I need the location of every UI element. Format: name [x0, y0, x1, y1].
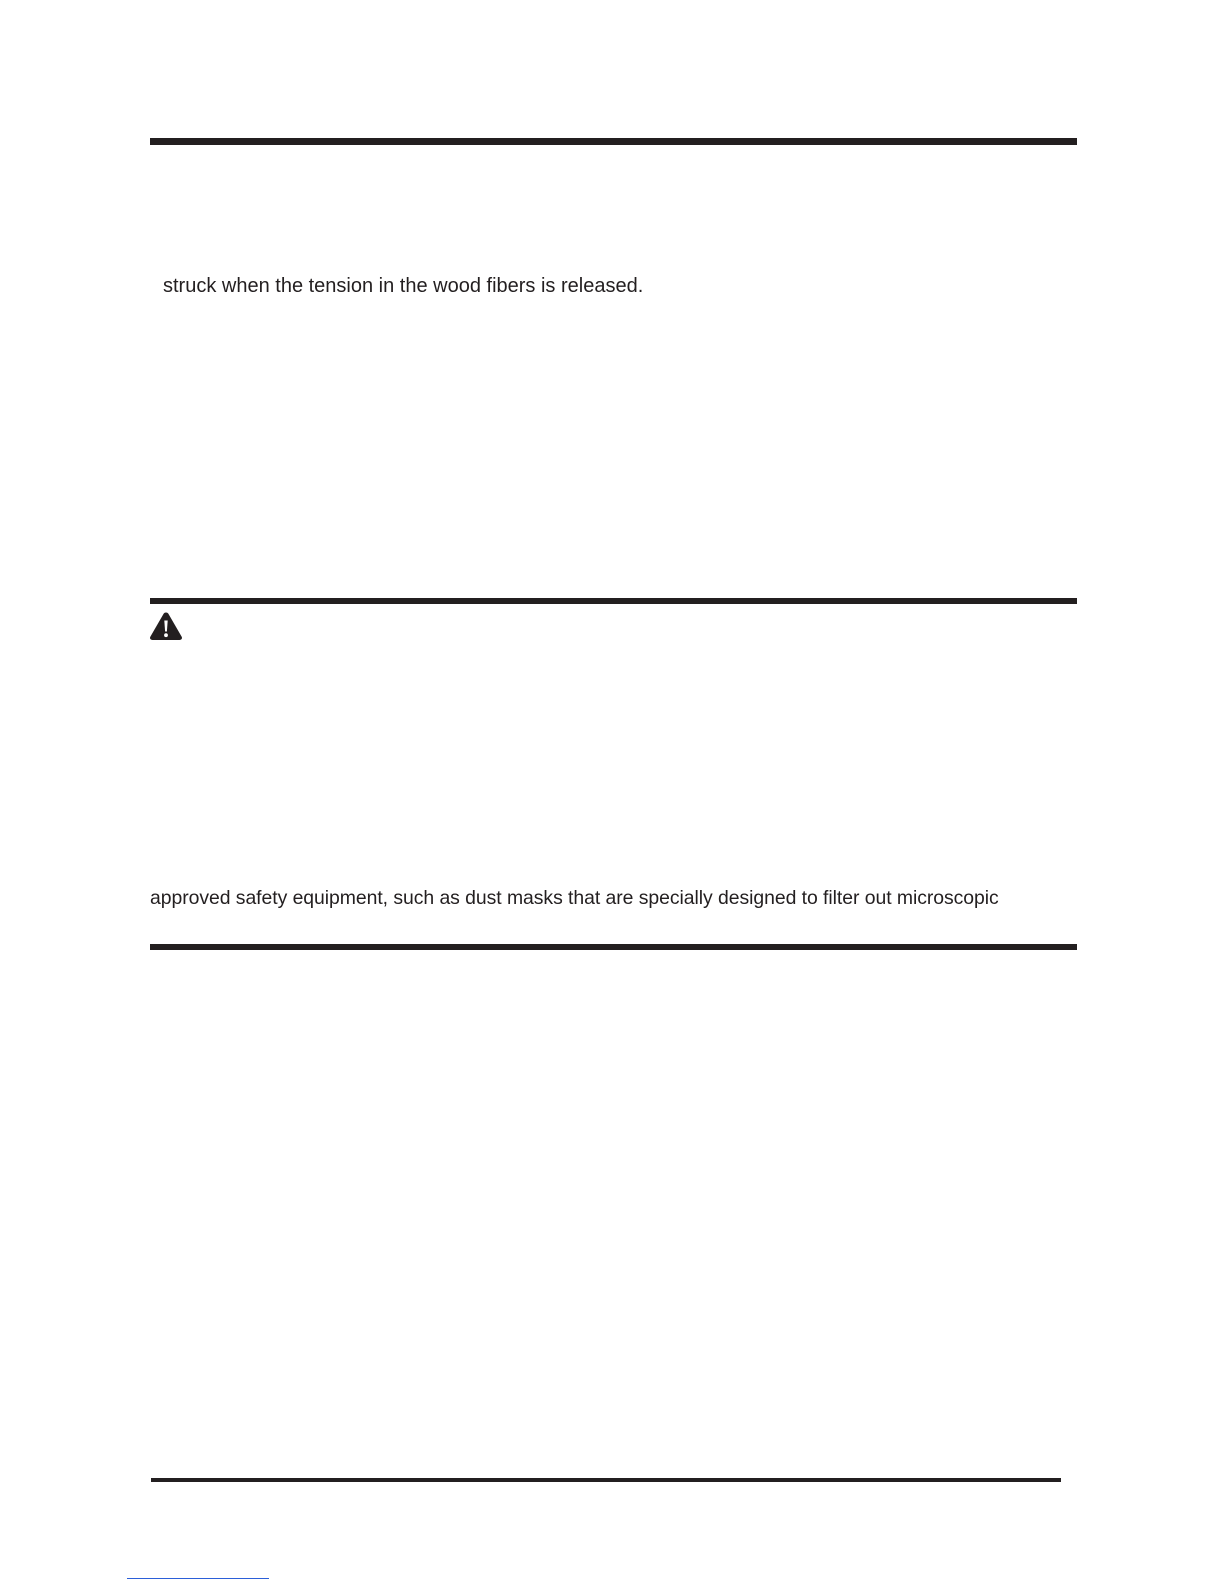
- body-text-line: struck when the tension in the wood fibers is released.: [163, 275, 644, 297]
- top-rule: [150, 138, 1077, 145]
- link-underline[interactable]: [127, 1578, 269, 1579]
- footer-rule: [151, 1478, 1061, 1482]
- warning-box-top-rule: [150, 598, 1077, 604]
- warning-box-bottom-rule: [150, 944, 1077, 950]
- warning-triangle-icon: [149, 611, 183, 641]
- warning-text-line: approved safety equipment, such as dust masks that are specially designed to filter out microscopic: [150, 887, 999, 909]
